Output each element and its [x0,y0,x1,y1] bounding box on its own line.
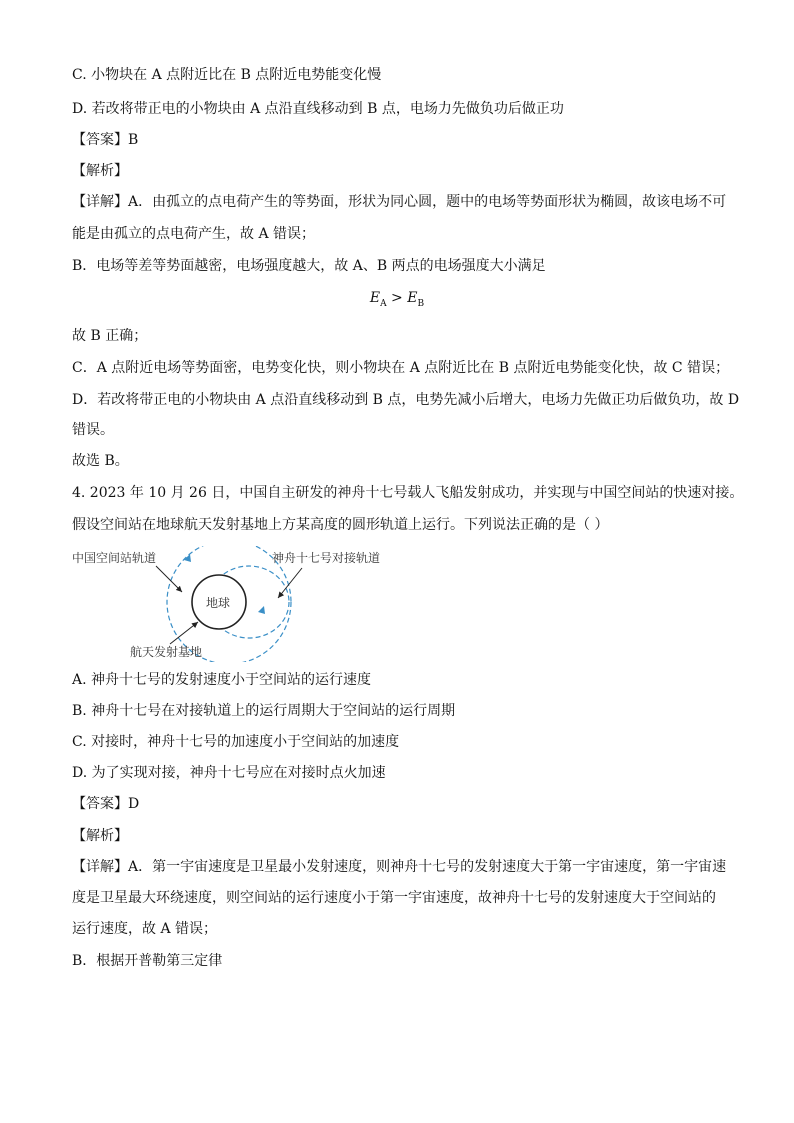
q4-option-c: C. 对接时，神舟十七号的加速度小于空间站的加速度 [72,734,400,750]
q3-option-d: D. 若改将带正电的小物块由 A 点沿直线移动到 B 点，电场力先做负功后做正功 [72,101,564,117]
q4-answer: 【答案】D [72,796,140,812]
q4-analysis-label: 【解析】 [72,828,128,844]
q4-option-b: B. 神舟十七号在对接轨道上的运行周期大于空间站的运行周期 [72,703,456,719]
q4-detail-b: B．根据开普勒第三定律 [72,953,223,969]
orbit-diagram [66,546,396,662]
docking-orbit-label: 神舟十七号对接轨道 [272,551,381,565]
q3-detail-d-line1: D．若改将带正电的小物块由 A 点沿直线移动到 B 点，电势先减小后增大，电场力先做正功后做负功，故 D [72,392,740,408]
q3-detail-c-line: C．A 点附近电场等势面密，电势变化快，则小物块在 A 点附近比在 B 点附近电势能变化快，故 C 错误； [72,360,730,376]
q4-detail-line3: 运行速度，故 A 错误； [72,921,218,937]
launch-base-label: 航天发射基地 [130,645,203,659]
q4-detail-line1: 【详解】A．第一宇宙速度是卫星最小发射速度，则神舟十七号的发射速度大于第一宇宙速度，第一宇宙速 [72,859,727,875]
q3-detail-a-line1: 【详解】A．由孤立的点电荷产生的等势面，形状为同心圆，题中的电场等势面形状为椭圆，故该电场不可 [72,194,727,210]
q4-option-a: A. 神舟十七号的发射速度小于空间站的运行速度 [72,672,372,688]
q3-detail-b-line1: B．电场等差等势面越密，电场强度越大，故 A、B 两点的电场强度大小满足 [72,258,546,274]
station-orbit-label: 中国空间站轨道 [72,551,157,565]
q4-stem-line1: 4. 2023 年 10 月 26 日，中国自主研发的神舟十七号载人飞船发射成功，并实现与中国空间站的快速对接。 [72,485,744,501]
q4-option-d: D. 为了实现对接，神舟十七号应在对接时点火加速 [72,765,386,781]
q3-answer: 【答案】B [72,132,139,148]
earth-label: 地球 [206,596,231,610]
q3-option-c: C. 小物块在 A 点附近比在 B 点附近电势能变化慢 [72,67,382,83]
docking-orbit-arrow [258,606,265,614]
q3-conclusion: 故选 B。 [72,453,129,469]
q3-detail-a-line2: 能是由孤立的点电荷产生，故 A 错误； [72,226,316,242]
q4-detail-line2: 度是卫星最大环绕速度，则空间站的运行速度小于第一宇宙速度，故神舟十七号的发射速度大于空间站的 [72,890,716,906]
launch-base-pointer [170,622,198,644]
formula-ea-gt-eb: $E_A > E_B$ [369,290,425,309]
q3-detail-d-line2: 错误。 [72,422,114,438]
q3-analysis-label: 【解析】 [72,163,128,179]
q4-stem-line2: 假设空间站在地球航天发射基地上方某高度的圆形轨道上运行。下列说法正确的是（ ） [72,517,609,533]
q3-detail-b-line2: 故 B 正确； [72,328,148,344]
